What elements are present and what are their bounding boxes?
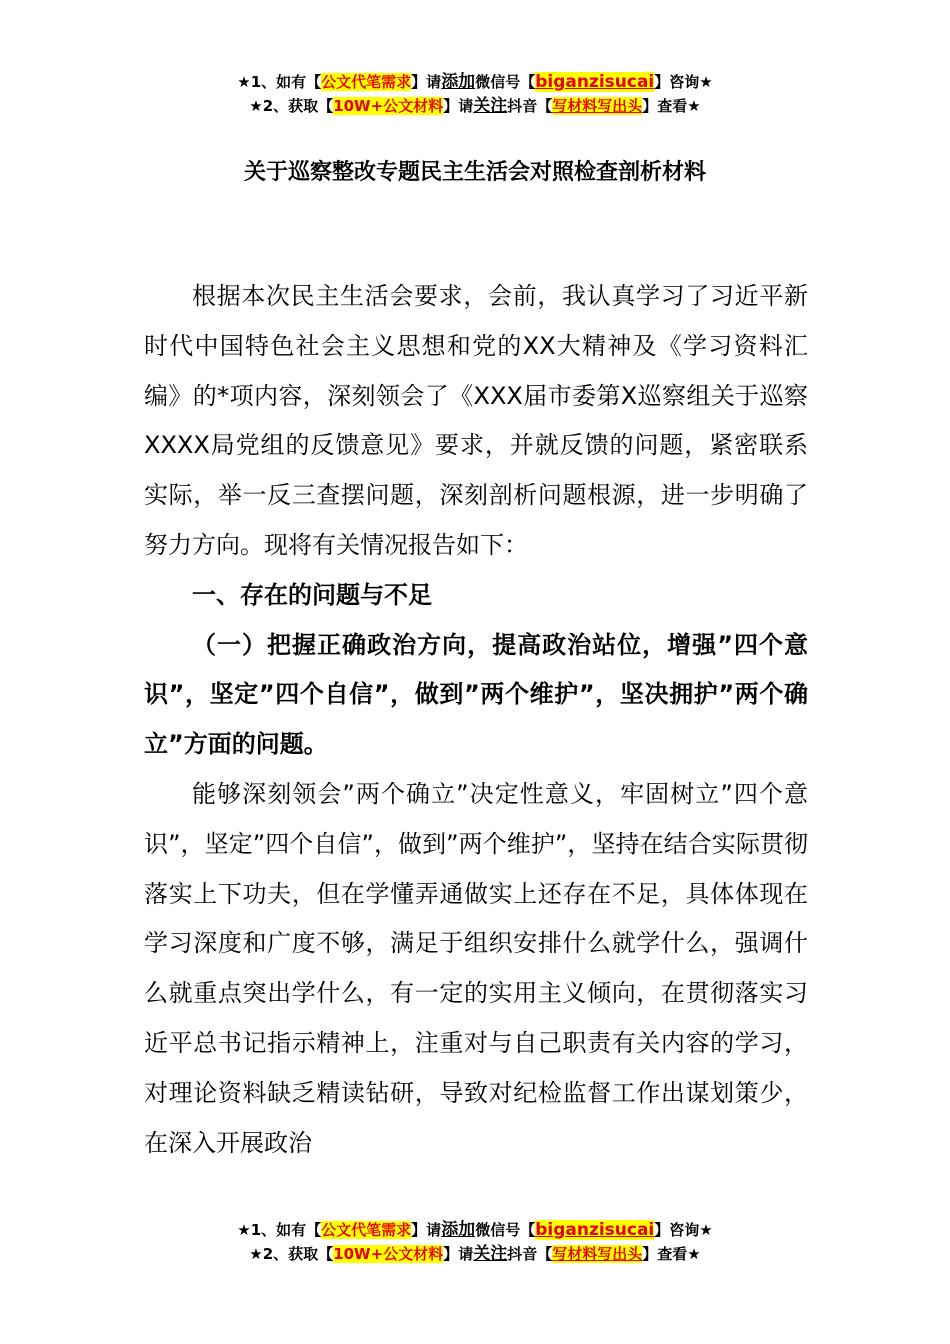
banner-line-1: [0, 70, 950, 94]
document-title: 关于巡察整改专题民主生活会对照检查剖析材料: [243, 160, 706, 185]
bottom-banner: [0, 1218, 950, 1266]
banner-text: ★1、如有【: [237, 73, 322, 91]
banner-text: 】请: [411, 1221, 442, 1239]
subsection-heading: （一）把握正确政治方向，提高政治站位，增强”四个意识”，坚定”四个自信”，做到”两个维护”，坚决拥护”两个确立”方面的问题。: [144, 630, 808, 759]
top-banner: [0, 70, 950, 118]
banner-text: ★2、获取【: [249, 1245, 334, 1263]
banner-text: 】请: [411, 73, 442, 91]
banner-text: 】查看★: [642, 1245, 701, 1263]
intro-paragraph: 根据本次民主生活会要求，会前，我认真学习了习近平新时代中国特色社会主义思想和党的XX大精神及《学习资料汇编》的*项内容，深刻领会了《XXX届市委第X巡察组关于巡察XXXX局党组的反馈意见》要求，并就反馈的问题，紧密联系实际，举一反三查摆问题，深刻剖析问题根源，进一步明确了努力方向。现将有关情况报告如下：: [144, 282, 808, 559]
banner-emphasis: 添加: [441, 1220, 476, 1240]
banner-text: 】请: [443, 1245, 474, 1263]
banner-emphasis: 关注: [473, 1244, 508, 1264]
banner-emphasis: 添加: [441, 72, 476, 92]
banner-text: 】咨询★: [654, 73, 713, 91]
banner-text: 微信号【: [475, 73, 536, 91]
banner-douyin-id: 写材料写出头: [552, 97, 643, 115]
banner-text: 】请: [443, 97, 474, 115]
document-body: [144, 272, 808, 1168]
banner-highlight: 公文代笔需求: [321, 1221, 412, 1239]
banner-text: 】查看★: [642, 97, 701, 115]
banner-wechat-id: biganzisucai: [535, 1220, 655, 1240]
banner-highlight: 10W+公文材料: [333, 97, 444, 115]
section-heading: 一、存在的问题与不足: [192, 580, 432, 609]
banner-text: ★1、如有【: [237, 1221, 322, 1239]
banner-highlight: 公文代笔需求: [321, 73, 412, 91]
banner-line-2: [0, 94, 950, 118]
banner-text: 】咨询★: [654, 1221, 713, 1239]
banner-text: 抖音【: [507, 97, 553, 115]
banner-emphasis: 关注: [473, 96, 508, 116]
banner-text: ★2、获取【: [249, 97, 334, 115]
banner-line-2: [0, 1242, 950, 1266]
banner-line-1: [0, 1218, 950, 1242]
banner-text: 微信号【: [475, 1221, 536, 1239]
banner-wechat-id: biganzisucai: [535, 72, 655, 92]
banner-highlight: 10W+公文材料: [333, 1245, 444, 1263]
banner-text: 抖音【: [507, 1245, 553, 1263]
banner-douyin-id: 写材料写出头: [552, 1245, 643, 1263]
body-paragraph: 能够深刻领会”两个确立”决定性意义，牢固树立”四个意识”，坚定”四个自信”，做到”两个维护”，坚持在结合实际贯彻落实上下功夫，但在学懂弄通做实上还存在不足，具体体现在学习深度和广度不够，满足于组织安排什么就学什么，强调什么就重点突出学什么，有一定的实用主义倾向，在贯彻落实习近平总书记指示精神上，注重对与自己职责有关内容的学习，对理论资料缺乏精读钻研，导致对纪检监督工作出谋划策少，在深入开展政治: [144, 779, 808, 1157]
